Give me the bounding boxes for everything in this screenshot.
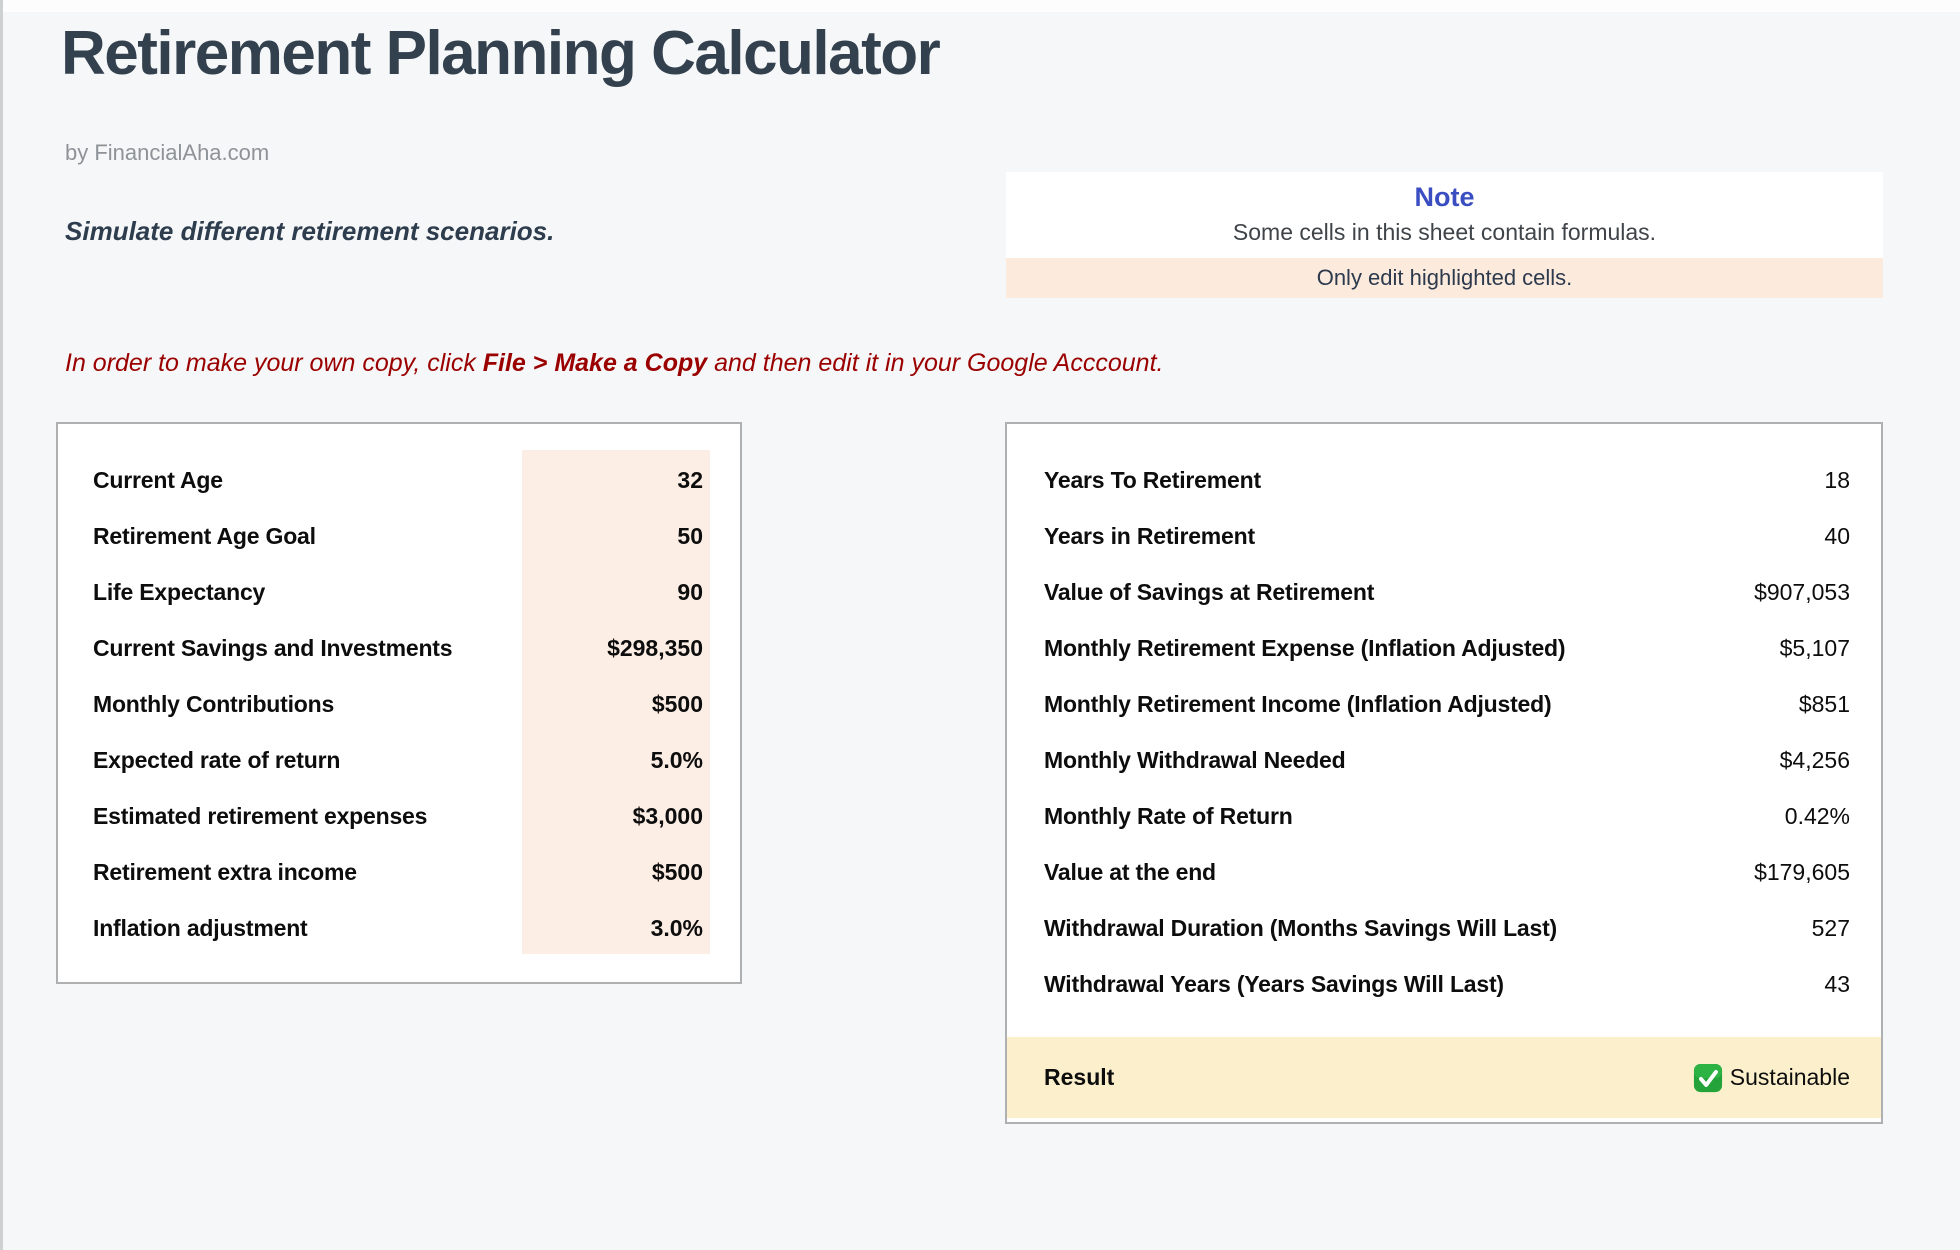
- result-status: [1693, 1063, 1850, 1093]
- row-label: Inflation adjustment: [93, 914, 308, 941]
- input-cell[interactable]: 3.0%: [650, 914, 703, 941]
- output-cell: 40: [1824, 522, 1850, 549]
- output-cell: 0.42%: [1784, 802, 1850, 829]
- output-cell: 527: [1811, 914, 1850, 941]
- input-cell[interactable]: 32: [677, 466, 703, 493]
- result-row: [1007, 1037, 1881, 1118]
- row-label: Withdrawal Duration (Months Savings Will Last): [1044, 914, 1558, 941]
- row-label: Value at the end: [1044, 858, 1216, 885]
- note-edit-hint: Only edit highlighted cells.: [1006, 258, 1883, 298]
- input-cell[interactable]: $500: [651, 690, 703, 717]
- row-label: Retirement extra income: [93, 858, 357, 885]
- row-label: Monthly Retirement Income (Inflation Adjusted): [1044, 690, 1552, 717]
- table-row: [93, 452, 703, 508]
- copy-instruction-menu-path: File > Make a Copy: [482, 349, 708, 377]
- result-label: Result: [1044, 1064, 1115, 1090]
- outputs-rows: [1007, 424, 1881, 1012]
- table-row: [93, 508, 703, 564]
- row-label: Monthly Contributions: [93, 690, 335, 717]
- row-label: Monthly Withdrawal Needed: [1044, 746, 1346, 773]
- output-cell: $5,107: [1779, 634, 1850, 661]
- input-cell[interactable]: 50: [677, 522, 703, 549]
- page-subtitle: Simulate different retirement scenarios.: [65, 216, 555, 246]
- row-label: Expected rate of return: [93, 746, 341, 773]
- table-row: [1044, 452, 1850, 508]
- table-row: [1044, 956, 1850, 1012]
- check-mark-icon: [1693, 1063, 1723, 1093]
- table-row: [1044, 844, 1850, 900]
- output-cell: $907,053: [1754, 578, 1850, 605]
- byline: by FinancialAha.com: [65, 140, 270, 165]
- output-cell: 18: [1824, 466, 1850, 493]
- window-top-strip: [3, 0, 1960, 12]
- table-row: [93, 788, 703, 844]
- table-row: [93, 844, 703, 900]
- table-row: [93, 900, 703, 956]
- row-label: Current Age: [93, 466, 223, 493]
- row-label: Monthly Retirement Expense (Inflation Adjusted): [1044, 634, 1566, 661]
- table-row: [1044, 564, 1850, 620]
- page-title: Retirement Planning Calculator: [61, 19, 940, 88]
- table-row: [1044, 620, 1850, 676]
- row-label: Estimated retirement expenses: [93, 802, 428, 829]
- row-label: Years in Retirement: [1044, 522, 1255, 549]
- table-row: [93, 732, 703, 788]
- table-row: [1044, 732, 1850, 788]
- row-label: Monthly Rate of Return: [1044, 802, 1293, 829]
- table-row: [1044, 676, 1850, 732]
- row-label: Current Savings and Investments: [93, 634, 453, 661]
- input-cell[interactable]: $3,000: [632, 802, 703, 829]
- inputs-rows: [58, 424, 740, 956]
- row-label: Years To Retirement: [1044, 466, 1261, 493]
- copy-instruction-suffix: and then edit it in your Google Acccount.: [707, 349, 1164, 377]
- row-label: Withdrawal Years (Years Savings Will Last): [1044, 970, 1504, 997]
- row-label: Value of Savings at Retirement: [1044, 578, 1375, 605]
- note-main: [1006, 172, 1883, 258]
- table-row: [1044, 900, 1850, 956]
- copy-instruction-prefix: In order to make your own copy, click: [65, 349, 483, 377]
- inputs-card: [56, 422, 742, 984]
- table-row: [1044, 508, 1850, 564]
- note-title: Note: [1414, 182, 1475, 212]
- output-cell: 43: [1824, 970, 1850, 997]
- note-formula-text: Some cells in this sheet contain formulas.: [1232, 219, 1657, 245]
- note-panel: [1006, 172, 1883, 298]
- row-label: Retirement Age Goal: [93, 522, 316, 549]
- outputs-card: [1005, 422, 1883, 1124]
- output-cell: $851: [1798, 690, 1850, 717]
- input-cell[interactable]: $500: [651, 858, 703, 885]
- input-cell[interactable]: 5.0%: [650, 746, 703, 773]
- row-label: Life Expectancy: [93, 578, 266, 605]
- output-cell: $179,605: [1754, 858, 1850, 885]
- output-cell: $4,256: [1779, 746, 1850, 773]
- result-value: Sustainable: [1729, 1064, 1850, 1090]
- input-cell[interactable]: 90: [677, 578, 703, 605]
- table-row: [93, 676, 703, 732]
- copy-instruction: [65, 349, 1163, 378]
- table-row: [1044, 788, 1850, 844]
- table-row: [93, 620, 703, 676]
- input-cell[interactable]: $298,350: [607, 634, 703, 661]
- table-row: [93, 564, 703, 620]
